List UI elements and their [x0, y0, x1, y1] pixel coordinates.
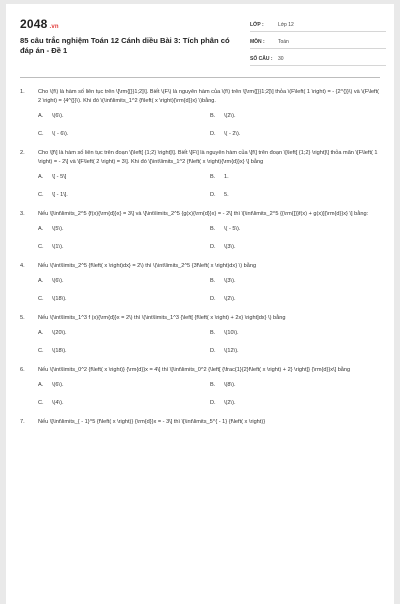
option-text: \( - 6\). [52, 131, 69, 137]
option-text: \(4\). [52, 400, 64, 406]
question-text: Cho \[f\] là hàm số liên tục trên đoạn \[\left[ {1;2} \right]\]. Biết \[F\] là nguyên hàm của \[f\] trên đoạn \[\left[ {1;2} \right]\] thỏa mãn \[F\left( 1 \right) = - 2\] và \[F\left( 2 \right) = 3\]. Khi đó \[\int\limits_1^2 {f\left( x \right){\rm{d}}x} \] bằng [38, 150, 378, 165]
meta-key: SỐ CÂU : [250, 56, 273, 62]
option-letter: C. [38, 131, 44, 137]
option-text: \(2\). [224, 113, 236, 119]
answer-option[interactable] [210, 112, 370, 120]
answer-option[interactable] [38, 399, 210, 407]
option-letter: B. [210, 382, 216, 388]
question-list [6, 88, 394, 438]
question-item [6, 210, 394, 251]
option-letter: B. [210, 330, 216, 336]
answer-option[interactable] [38, 191, 210, 199]
answer-option[interactable] [210, 191, 370, 199]
option-letter: C. [38, 296, 44, 302]
answer-option[interactable] [210, 329, 370, 337]
answer-option[interactable] [38, 130, 210, 138]
option-text: 1. [224, 174, 229, 180]
answer-option[interactable] [38, 277, 210, 285]
question-line [20, 314, 380, 323]
option-text: \(6\). [52, 382, 64, 388]
option-text: \(8\). [224, 382, 236, 388]
question-number: 4. [20, 263, 25, 269]
answer-option[interactable] [38, 329, 210, 337]
option-text: \(3\). [224, 278, 236, 284]
option-text: \(5\). [52, 226, 64, 232]
question-item [6, 366, 394, 407]
option-letter: D. [210, 400, 216, 406]
answer-option[interactable] [210, 243, 370, 251]
question-number: 6. [20, 367, 25, 373]
answer-option[interactable] [38, 112, 210, 120]
answer-option[interactable] [210, 130, 370, 138]
answer-option[interactable] [38, 243, 210, 251]
meta-row-count [250, 49, 386, 66]
meta-value: 30 [278, 56, 284, 62]
answer-options [20, 112, 380, 138]
document-header [6, 4, 394, 70]
answer-options [20, 225, 380, 251]
page-title: 85 câu trắc nghiệm Toán 12 Cánh diều Bài 3: Tích phân có đáp án - Đề 1 [20, 36, 230, 55]
question-item [6, 149, 394, 199]
option-letter: A. [38, 174, 44, 180]
meta-key: LỚP : [250, 22, 264, 28]
option-text: \(2\). [224, 400, 236, 406]
option-letter: C. [38, 244, 44, 250]
question-number: 1. [20, 89, 25, 95]
answer-options [20, 329, 380, 355]
option-text: \(6\). [52, 113, 64, 119]
option-letter: B. [210, 278, 216, 284]
question-item [6, 262, 394, 303]
option-text: \(6\). [52, 278, 64, 284]
option-letter: A. [38, 226, 44, 232]
question-text: Cho \(f\) là hàm số liên tục trên \[\rm{[}}1;2]\]. Biết \(F\) là nguyên hàm của \(f\) trên \[\rm{[}}1;2]\] thỏa \(F\left( 1 \right) = - {2^{}}\) và \(F\left( 2 \right) = {4^{}}\). Khi đó \(\int\limits_1^2 {f\left( x \right){\rm{d}}x} \)bằng. [38, 89, 380, 104]
question-item [6, 418, 394, 427]
option-letter: B. [210, 113, 216, 119]
logo-main: 2048 [20, 17, 48, 31]
meta-row-grade [250, 15, 386, 32]
option-text: \(10\). [224, 330, 239, 336]
option-text: \( - 5\). [224, 226, 241, 232]
answer-option[interactable] [38, 225, 210, 233]
option-letter: C. [38, 192, 44, 198]
option-letter: A. [38, 113, 44, 119]
logo-sub: .vn [49, 24, 59, 30]
question-text: Nếu \(\int\limits_1^3 f (x){\rm{d}}x = 2\) thì \(\int\limits_1^3 {\left[ {f\left( x \right) + 2x} \right]dx} \) bằng [38, 315, 286, 321]
header-divider [20, 77, 380, 78]
option-text: \(2\). [224, 296, 236, 302]
answer-options [20, 173, 380, 199]
question-number: 3. [20, 211, 25, 217]
question-text: Nếu \(\int\limits_0^2 {f\left( x \right)} {\rm{d}}x = 4\] thì \[\int\limits_0^2 {\left[ {\frac{1}{2}f\left( x \right) + 2} \right]} {\rm{d}}x\] bằng [38, 367, 351, 373]
question-text: Nếu \[\int\limits_{ - 1}^5 {f\left( x \right)} {\rm{d}}x = - 3\] thì \[\int\limits_5^{ - 1} {f\left( x \right)} [38, 419, 266, 425]
answer-option[interactable] [210, 225, 370, 233]
answer-option[interactable] [210, 295, 370, 303]
option-text: \(3\). [224, 244, 236, 250]
question-number: 2. [20, 150, 25, 156]
option-letter: C. [38, 348, 44, 354]
option-text: \(1\). [52, 244, 64, 250]
answer-option[interactable] [38, 295, 210, 303]
option-letter: D. [210, 296, 216, 302]
option-letter: A. [38, 278, 44, 284]
option-text: \(20\). [52, 330, 67, 336]
document-page [6, 4, 394, 604]
answer-options [20, 381, 380, 407]
option-text: \(12\). [224, 348, 239, 354]
option-letter: B. [210, 226, 216, 232]
option-letter: D. [210, 348, 216, 354]
answer-option[interactable] [210, 277, 370, 285]
question-line [20, 88, 380, 106]
question-text: Nếu \[\int\limits_2^5 {f(x){\rm{d}}x} = 3\] và \[\int\limits_2^5 {g(x){\rm{d}}x} = - 2\] thì \[\int\limits_2^5 {{\rm{[}}f(x) + g(x)]{\rm{d}}x} \] bằng: [38, 211, 369, 217]
option-letter: D. [210, 244, 216, 250]
answer-options [20, 277, 380, 303]
option-letter: B. [210, 174, 216, 180]
answer-option[interactable] [38, 381, 210, 389]
option-letter: A. [38, 382, 44, 388]
option-text: \( - 2\). [224, 131, 241, 137]
meta-key: MÔN : [250, 39, 265, 45]
answer-option[interactable] [38, 173, 210, 181]
question-line [20, 418, 380, 427]
meta-table [250, 15, 386, 66]
option-letter: C. [38, 400, 44, 406]
question-line [20, 210, 380, 219]
answer-option[interactable] [210, 381, 370, 389]
question-number: 5. [20, 315, 25, 321]
meta-value: Lớp 12 [278, 22, 294, 28]
question-number: 7. [20, 419, 25, 425]
option-text: \(18\). [52, 296, 67, 302]
question-text: Nếu \(\int\limits_2^5 {f\left( x \right)dx} = 2\) thì \(\int\limits_2^5 {3f\left( x \right)dx} \) bằng [38, 263, 257, 269]
option-letter: D. [210, 192, 216, 198]
option-text: \(18\). [52, 348, 67, 354]
option-letter: D. [210, 131, 216, 137]
answer-option[interactable] [210, 399, 370, 407]
option-text: \[ - 1\]. [52, 192, 68, 198]
meta-row-subject [250, 32, 386, 49]
answer-option[interactable] [210, 347, 370, 355]
question-line [20, 366, 380, 375]
answer-option[interactable] [38, 347, 210, 355]
option-text: \[ - 5\] [52, 174, 67, 180]
site-logo[interactable] [20, 17, 59, 31]
question-line [20, 149, 380, 167]
answer-option[interactable] [210, 173, 370, 181]
option-text: 5. [224, 192, 229, 198]
question-item [6, 314, 394, 355]
option-letter: A. [38, 330, 44, 336]
question-line [20, 262, 380, 271]
question-item [6, 88, 394, 138]
meta-value: Toán [278, 39, 289, 45]
